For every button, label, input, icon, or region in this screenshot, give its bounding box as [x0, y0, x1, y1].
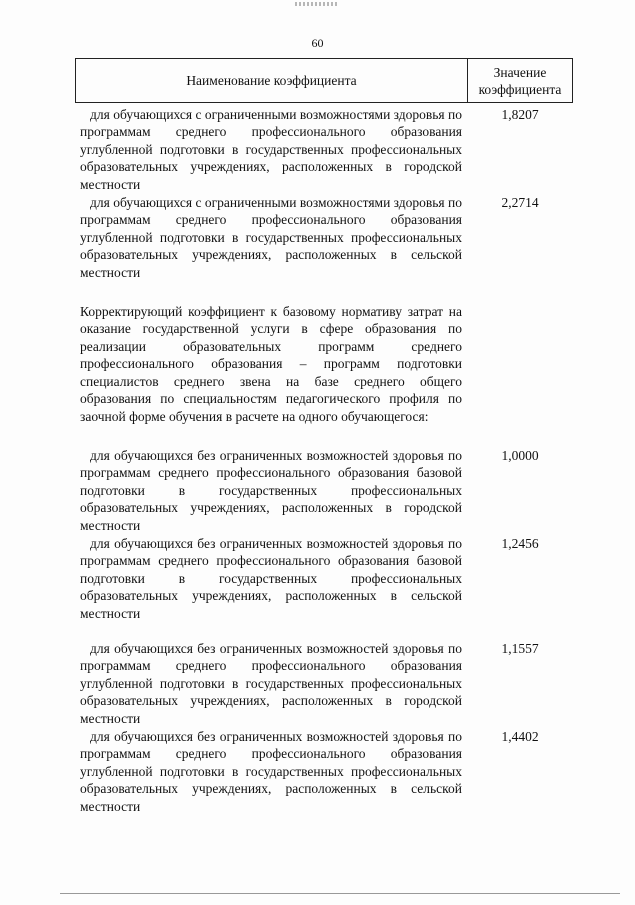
coefficient-description: для обучающихся без ограниченных возможностей здоровья по программам среднего профессионального образования базовой подготовки в государственных профессиональных образовательных учреждениях, расположенных в городской местности	[80, 447, 462, 533]
coefficient-description: для обучающихся с ограниченными возможностями здоровья по программам среднего профессионального образования углубленной подготовки в государственных профессиональных образовательных учреждениях, расположенных в сельской местности	[80, 195, 462, 280]
coefficient-value: 1,1557	[501, 640, 539, 656]
table-row	[80, 728, 575, 815]
coefficient-value: 1,4402	[501, 729, 539, 744]
coefficient-value: 1,8207	[501, 107, 539, 122]
table-row	[80, 194, 575, 281]
table-row	[80, 640, 575, 727]
table-body	[80, 106, 575, 815]
column-header-name: Наименование коэффициента	[76, 59, 468, 102]
page-number: 60	[311, 36, 324, 50]
coefficient-description: для обучающихся без ограниченных возможностей здоровья по программам среднего профессионального образования базовой подготовки в государственных профессиональных образовательных учреждениях, расположенных в сельской местности	[80, 535, 462, 621]
page-bottom-edge	[60, 893, 620, 894]
section-heading: Корректирующий коэффициент к базовому нормативу затрат на оказание государственной услуги в сфере образования по реализации образовательных программ среднего профессионального образования – программ подготовки специалистов среднего звена на базе среднего общего образования по специальностям педагогического профиля по заочной форме обучения в расчете на одного обучающегося:	[80, 304, 462, 424]
table-header	[75, 58, 573, 103]
coefficient-value: 1,0000	[501, 447, 539, 463]
coefficient-value: 2,2714	[501, 195, 539, 211]
coefficient-description: для обучающихся без ограниченных возможностей здоровья по программам среднего профессионального образования углубленной подготовки в государственных профессиональных образовательных учреждениях, расположенных в сельской местности	[80, 729, 462, 814]
table-row	[80, 106, 575, 193]
column-header-value-line2: коэффициента	[478, 81, 562, 97]
column-header-value	[468, 59, 572, 102]
table-row	[80, 447, 575, 534]
column-header-value-line1: Значение	[493, 64, 547, 80]
coefficient-description: для обучающихся без ограниченных возможностей здоровья по программам среднего профессионального образования углубленной подготовки в государственных профессиональных образовательных учреждениях, расположенных в городской местности	[80, 640, 462, 726]
coefficient-value: 1,2456	[501, 535, 539, 551]
coefficient-description: для обучающихся с ограниченными возможностями здоровья по программам среднего профессионального образования углубленной подготовки в государственных профессиональных образовательных учреждениях, расположенных в городской местности	[80, 107, 462, 192]
scan-artifact	[295, 2, 339, 6]
table-row	[80, 535, 575, 622]
